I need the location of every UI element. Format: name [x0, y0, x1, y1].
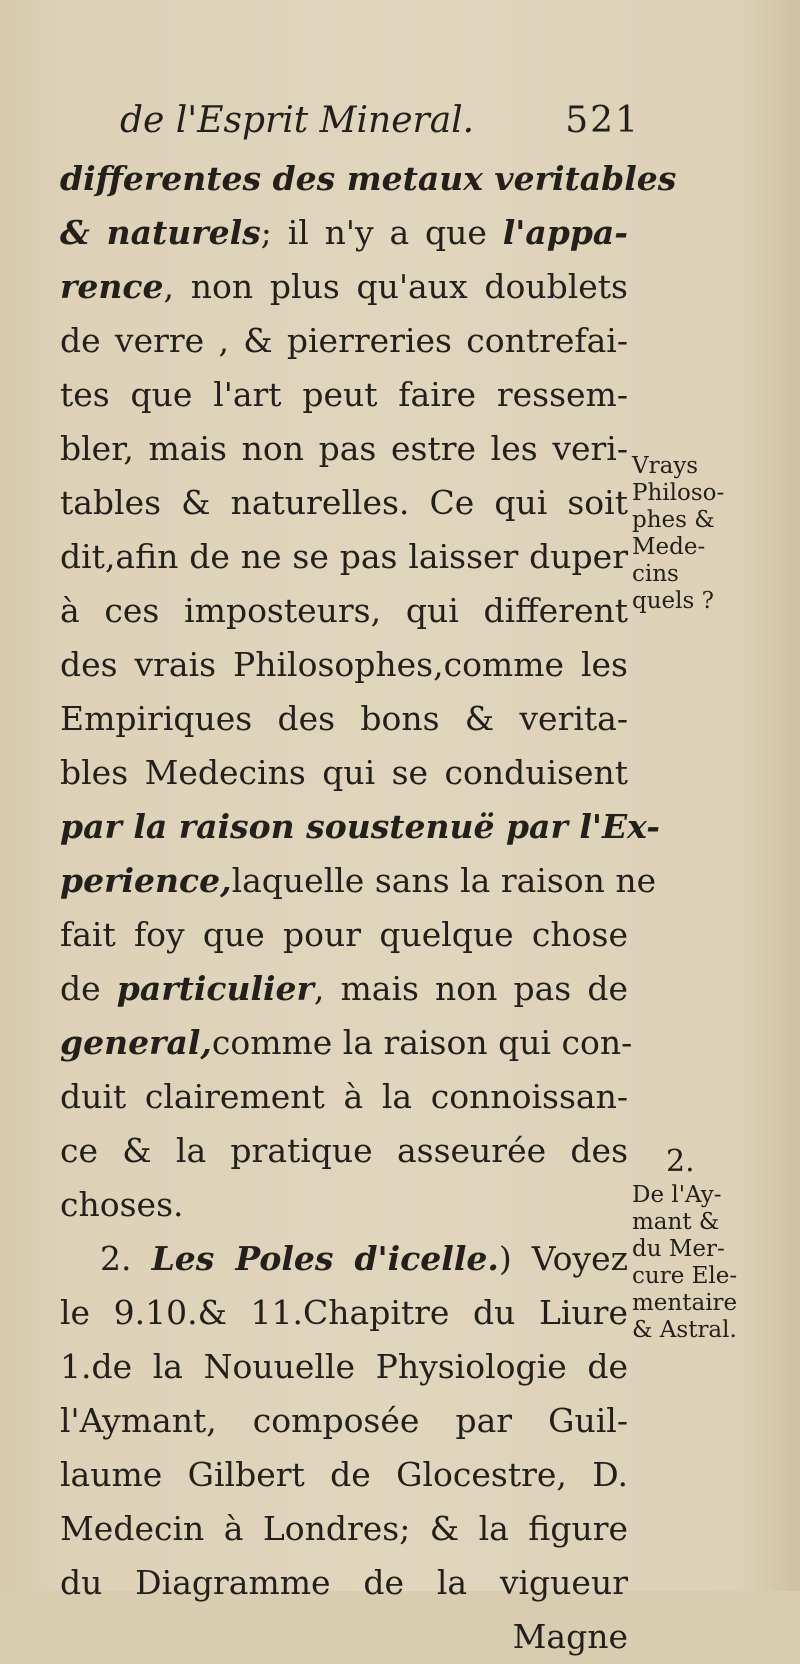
margin-note-line: Mede-	[632, 534, 706, 560]
margin-note-line: De l'Ay-	[632, 1182, 722, 1208]
text-line: & naturels; il n'y a que l'appa-	[60, 213, 628, 252]
margin-note-number: 2.	[666, 1144, 695, 1179]
text-line: duit clairement à la connoissan-	[60, 1077, 628, 1116]
text-line: de verre , & pierreries contrefai-	[60, 321, 628, 360]
text-line: 2. Les Poles d'icelle.) Voyez	[100, 1239, 628, 1278]
margin-note-line: Vrays	[632, 453, 699, 479]
margin-note-line: du Mer-	[632, 1236, 725, 1262]
text-line: l'Aymant, composée par Guil-	[60, 1401, 628, 1440]
text-line: bles Medecins qui se conduisent	[60, 753, 628, 792]
margin-note-line: mant &	[632, 1209, 720, 1235]
running-title: de l'Esprit Mineral.	[120, 100, 475, 141]
text-line: dit,afin de ne se pas laisser duper	[60, 537, 628, 576]
text-line: par la raison soustenuë par l'Ex-	[60, 807, 660, 846]
catchword: Magne	[512, 1617, 628, 1656]
margin-note-aymant	[632, 1142, 762, 1344]
margin-note-line: quels ?	[632, 588, 714, 614]
text-line: Medecin à Londres; & la figure	[60, 1509, 628, 1548]
margin-note-line: cure Ele-	[632, 1263, 738, 1289]
margin-note-line: & Astral.	[632, 1317, 737, 1343]
text-line: à ces imposteurs, qui different	[60, 591, 628, 630]
text-line: bler, mais non pas estre les veri-	[60, 429, 628, 468]
text-line: Empiriques des bons & verita-	[60, 699, 628, 738]
text-line: general,comme la raison qui con-	[60, 1023, 633, 1062]
margin-note-philosophers	[632, 453, 762, 615]
text-line: rence, non plus qu'aux doublets	[60, 267, 628, 306]
margin-note-line: cins	[632, 561, 679, 587]
margin-note-line: Philoso-	[632, 480, 725, 506]
text-line: 1.de la Nouuelle Physiologie de	[60, 1347, 628, 1386]
text-line: le 9.10.& 11.Chapitre du Liure	[60, 1293, 628, 1332]
text-line: fait foy que pour quelque chose	[60, 915, 628, 954]
text-line: des vrais Philosophes,comme les	[60, 645, 628, 684]
text-line: perience,laquelle sans la raison ne	[60, 861, 657, 900]
text-line: differentes des metaux veritables	[60, 159, 677, 198]
text-line: tes que l'art peut faire ressem-	[60, 375, 628, 414]
text-line: du Diagramme de la vigueur	[60, 1563, 628, 1602]
text-line: laume Gilbert de Glocestre, D.	[60, 1455, 628, 1494]
text-line: ce & la pratique asseurée des	[60, 1131, 628, 1170]
page-number: 521	[565, 100, 640, 141]
text-line: tables & naturelles. Ce qui soit	[60, 483, 628, 522]
text-line: choses.	[60, 1185, 184, 1224]
text-line: de particulier, mais non pas de	[60, 969, 628, 1008]
margin-note-line: phes &	[632, 507, 715, 533]
margin-note-line: mentaire	[632, 1290, 738, 1316]
running-header	[120, 100, 640, 152]
